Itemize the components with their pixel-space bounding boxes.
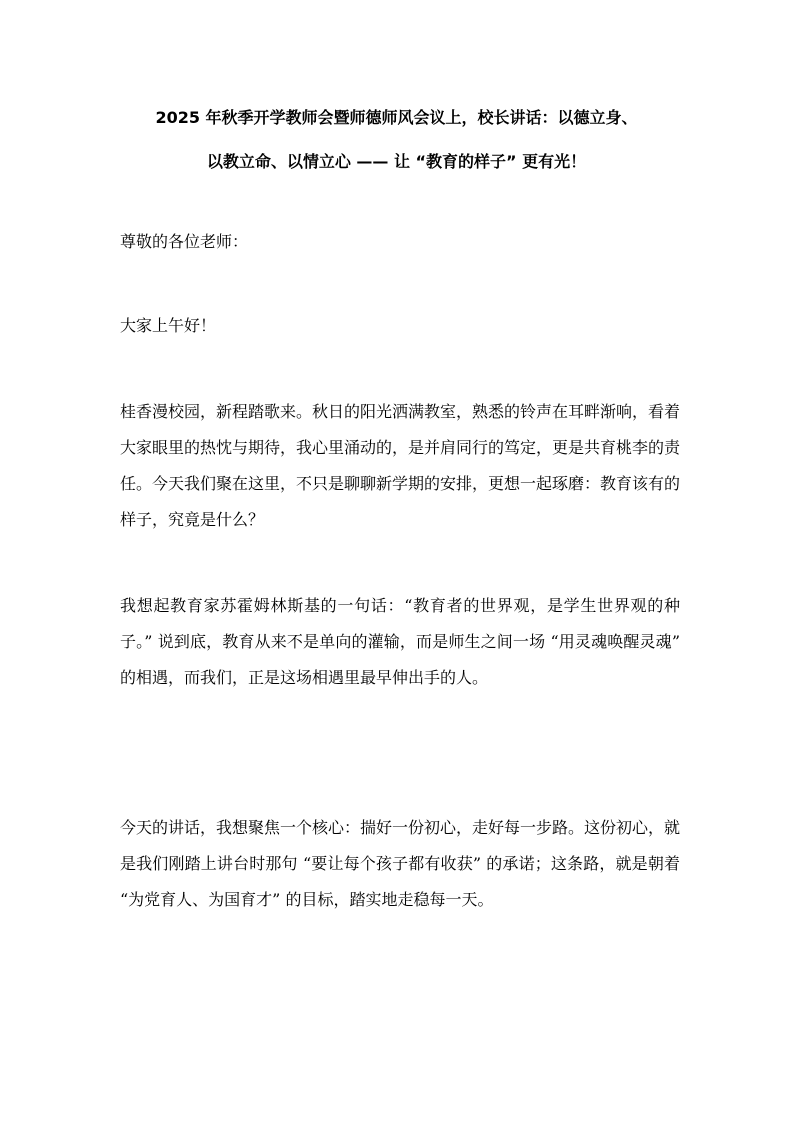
paragraph-1: 桂香漫校园，新程踏歌来。秋日的阳光洒满教室，熟悉的铃声在耳畔渐响，看着大家眼里的热忱与期待，我心里涌动的，是并肩同行的笃定，更是共育桃李的责任。今天我们聚在这里，不只是聊聊新学期的安排，更想一起琢磨：教育该有的样子，究竟是什么？ xyxy=(120,402,681,529)
paragraph-2: 我想起教育家苏霍姆林斯基的一句话：“教育者的世界观，是学生世界观的种子。” 说到底，教育从来不是单向的灌输，而是师生之间一场 “用灵魂唤醒灵魂” 的相遇，而我们，正是这场相遇里最早伸出手的人。 xyxy=(120,596,680,687)
greeting: 大家上午好！ xyxy=(120,316,217,335)
salutation: 尊敬的各位老师： xyxy=(120,232,249,251)
document-title-line-2: 以教立命、以情立心 —— 让 “教育的样子” 更有光！ xyxy=(206,152,587,171)
paragraph-3: 今天的讲话，我想聚焦一个核心：揣好一份初心，走好每一步路。这份初心，就是我们刚踏上讲台时那句 “要让每个孩子都有收获” 的承诺；这条路，就是朝着 “为党育人、为国育才” 的目标，踏实地走稳每一天。 xyxy=(120,818,681,909)
document-title-line-1: 2025 年秋季开学教师会暨师德师风会议上，校长讲话：以德立身、 xyxy=(155,108,638,127)
